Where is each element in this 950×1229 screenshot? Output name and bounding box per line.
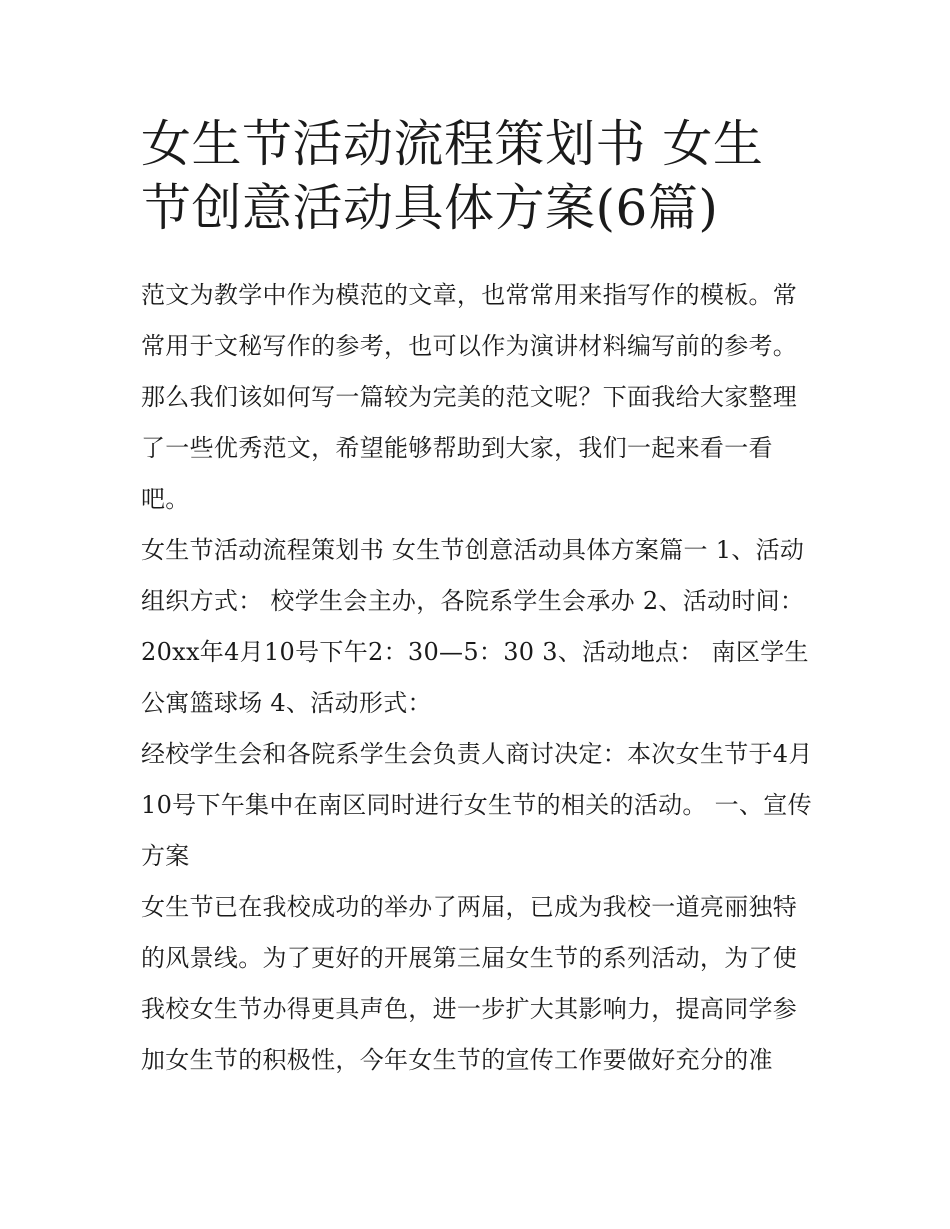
paragraph-publicity: 女生节已在我校成功的举办了两届，已成为我校一道亮丽独特的风景线。为了更好的开展第三届女生节的系列活动，为了使我校女生节办得更具声色，进一步扩大其影响力，提高同学参加女生节的积极性，今年女生节的宣传工作要做好充分的准 [141, 893, 798, 1074]
paragraph-decision: 经校学生会和各院系学生会负责人商讨决定：本次女生节于4月10号下午集中在南区同时进行女生节的相关的活动。 一、宣传方案 [141, 740, 813, 870]
document-page [141, 112, 813, 1086]
paragraph-activity-info: 女生节活动流程策划书 女生节创意活动具体方案篇一 1、活动组织方式： 校学生会主办，各院系学生会承办 2、活动时间：20xx年4月10号下午2：30—5：30 3、活动地点： 南区学生公寓篮球场 4、活动形式： [141, 536, 809, 717]
paragraph-intro: 范文为教学中作为模范的文章，也常常用来指写作的模板。常常用于文秘写作的参考，也可以作为演讲材料编写前的参考。那么我们该如何写一篇较为完美的范文呢？下面我给大家整理了一些优秀范文，希望能够帮助到大家，我们一起来看一看吧。 [141, 281, 798, 513]
document-title: 女生节活动流程策划书 女生节创意活动具体方案(6篇) [141, 115, 764, 237]
